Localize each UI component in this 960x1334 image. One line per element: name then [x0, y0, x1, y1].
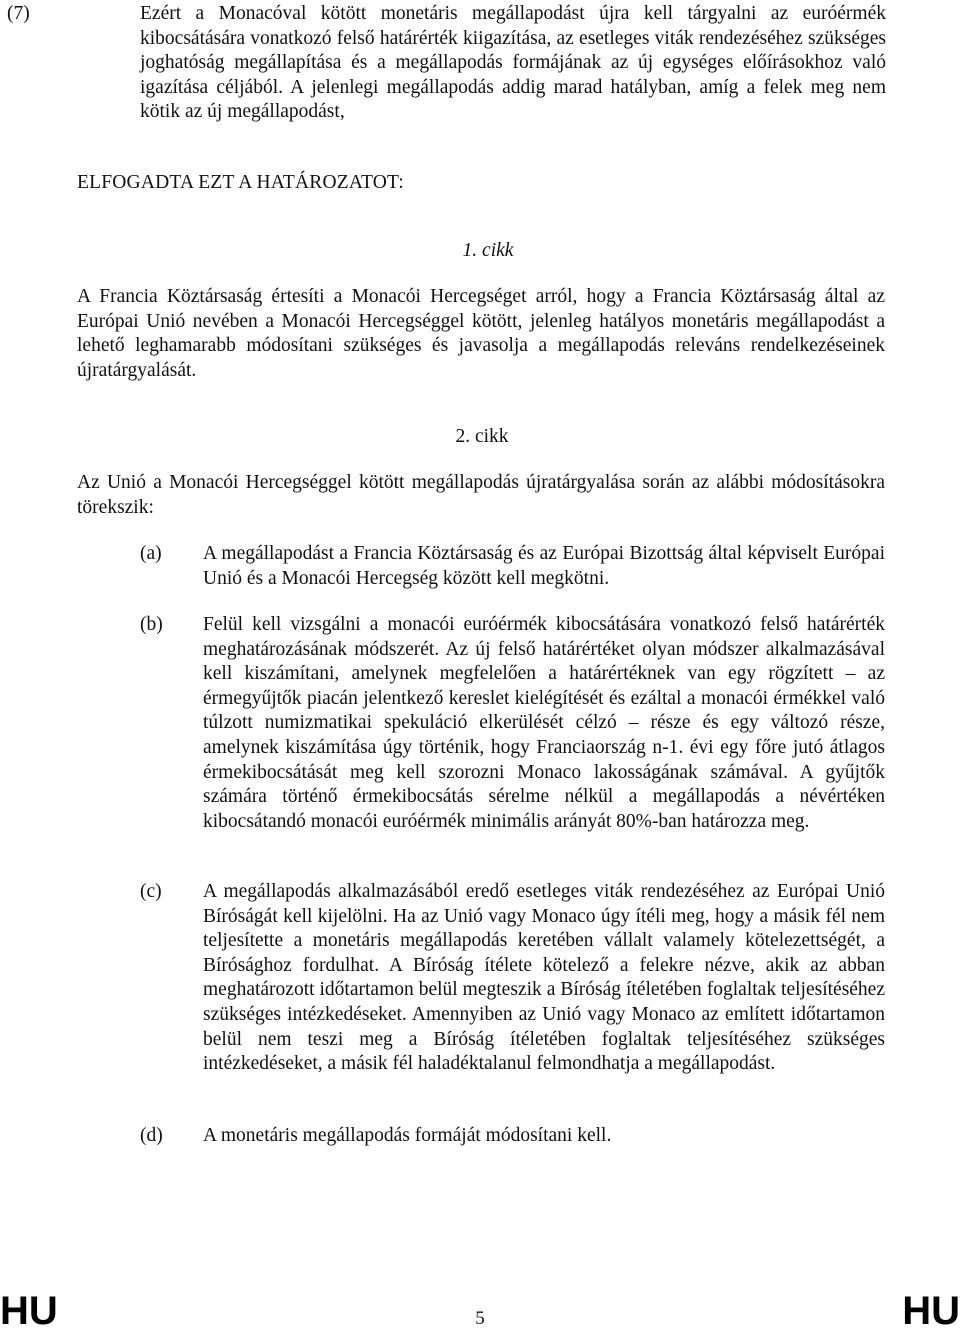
footer-language-left: HU [0, 1289, 58, 1333]
article-2-intro: Az Unió a Monacói Hercegséggel kötött megállapodás újratárgyalása során az alábbi módosításokra törekszik: [77, 472, 885, 518]
list-item-label: (d) [140, 1125, 163, 1146]
list-item-label: (c) [140, 881, 162, 902]
page-number: 5 [475, 1308, 485, 1329]
article-1-title: 1. cikk [462, 240, 514, 261]
list-item-label: (a) [140, 543, 162, 564]
list-item-text: A megállapodás alkalmazásából eredő esetleges viták rendezéséhez az Európai Unió Bíróságát kell kijelölni. Ha az Unió vagy Monaco úgy ítéli meg, hogy a másik fél nem teljesítette a monetáris megállapodás keretében vállalt valamely kötelezettségét, a Bírósághoz fordulhat. A Bíróság ítélete kötelező a felekre nézve, akik az abban meghatározott időtartamon belül megteszik a Bíróság ítéletében foglaltak teljesítéséhez szükséges intézkedéseket. Amennyiben az Unió vagy Monaco az említett időtartamon belül nem teszi meg a Bíróság ítéletében foglaltak teljesítéséhez szükséges intézkedéseket, a másik fél haladéktalanul felmondhatja a megállapodást. [203, 881, 885, 1075]
list-item-label: (b) [140, 614, 163, 635]
article-2-title: 2. cikk [455, 426, 509, 447]
list-item-text: Felül kell vizsgálni a monacói euróérmék kibocsátására vonatkozó felső határérték meghatározásának módszerét. Az új felső határértéket olyan módszer alkalmazásával kell kiszámítani, amelynek megfelelően a határértéknek van egy rögzített – az érmegyűjtők piacán jelentkező kereslet kielégítését és ezáltal a monacói érmékkel való túlzott numizmatikai spekuláció elkerülését célzó – része és egy változó része, amelynek kiszámítása úgy történik, hogy Franciaország n-1. évi egy főre jutó átlagos érmekibocsátását meg kell szorozni Monaco lakosságának számával. A gyűjtők számára történő érmekibocsátás sérelme nélkül a megállapodás a névértéken kibocsátandó monacói euróérmék minimális arányát 80%-ban határozza meg. [203, 614, 885, 832]
recital-number: (7) [7, 3, 30, 24]
footer-language-right: HU [902, 1289, 960, 1333]
list-item-text: A monetáris megállapodás formáját módosítani kell. [203, 1125, 612, 1146]
recital-text: Ezért a Monacóval kötött monetáris megállapodást újra kell tárgyalni az euróérmék kibocsátására vonatkozó felső határérték kiigazítása, az esetleges viták rendezéséhez szükséges joghatóság megállapítása és a megállapodás formájának az új egységes előírásokhoz való igazítása céljából. A jelenlegi megállapodás addig marad hatályban, amíg a felek meg nem kötik az új megállapodást, [140, 3, 886, 123]
adoption-heading: ELFOGADTA EZT A HATÁROZATOT: [77, 172, 404, 193]
list-item-text: A megállapodást a Francia Köztársaság és az Európai Bizottság által képviselt Európai Unió és a Monacói Hercegség között kell megkötni. [203, 543, 885, 589]
article-1-text: A Francia Köztársaság értesíti a Monacói Hercegséget arról, hogy a Francia Köztársaság által az Európai Unió nevében a Monacói Hercegséggel kötött, jelenleg hatályos monetáris megállapodást a lehető leghamarabb módosítani szükséges és javasolja a megállapodás releváns rendelkezéseinek újratárgyalását. [77, 286, 885, 381]
